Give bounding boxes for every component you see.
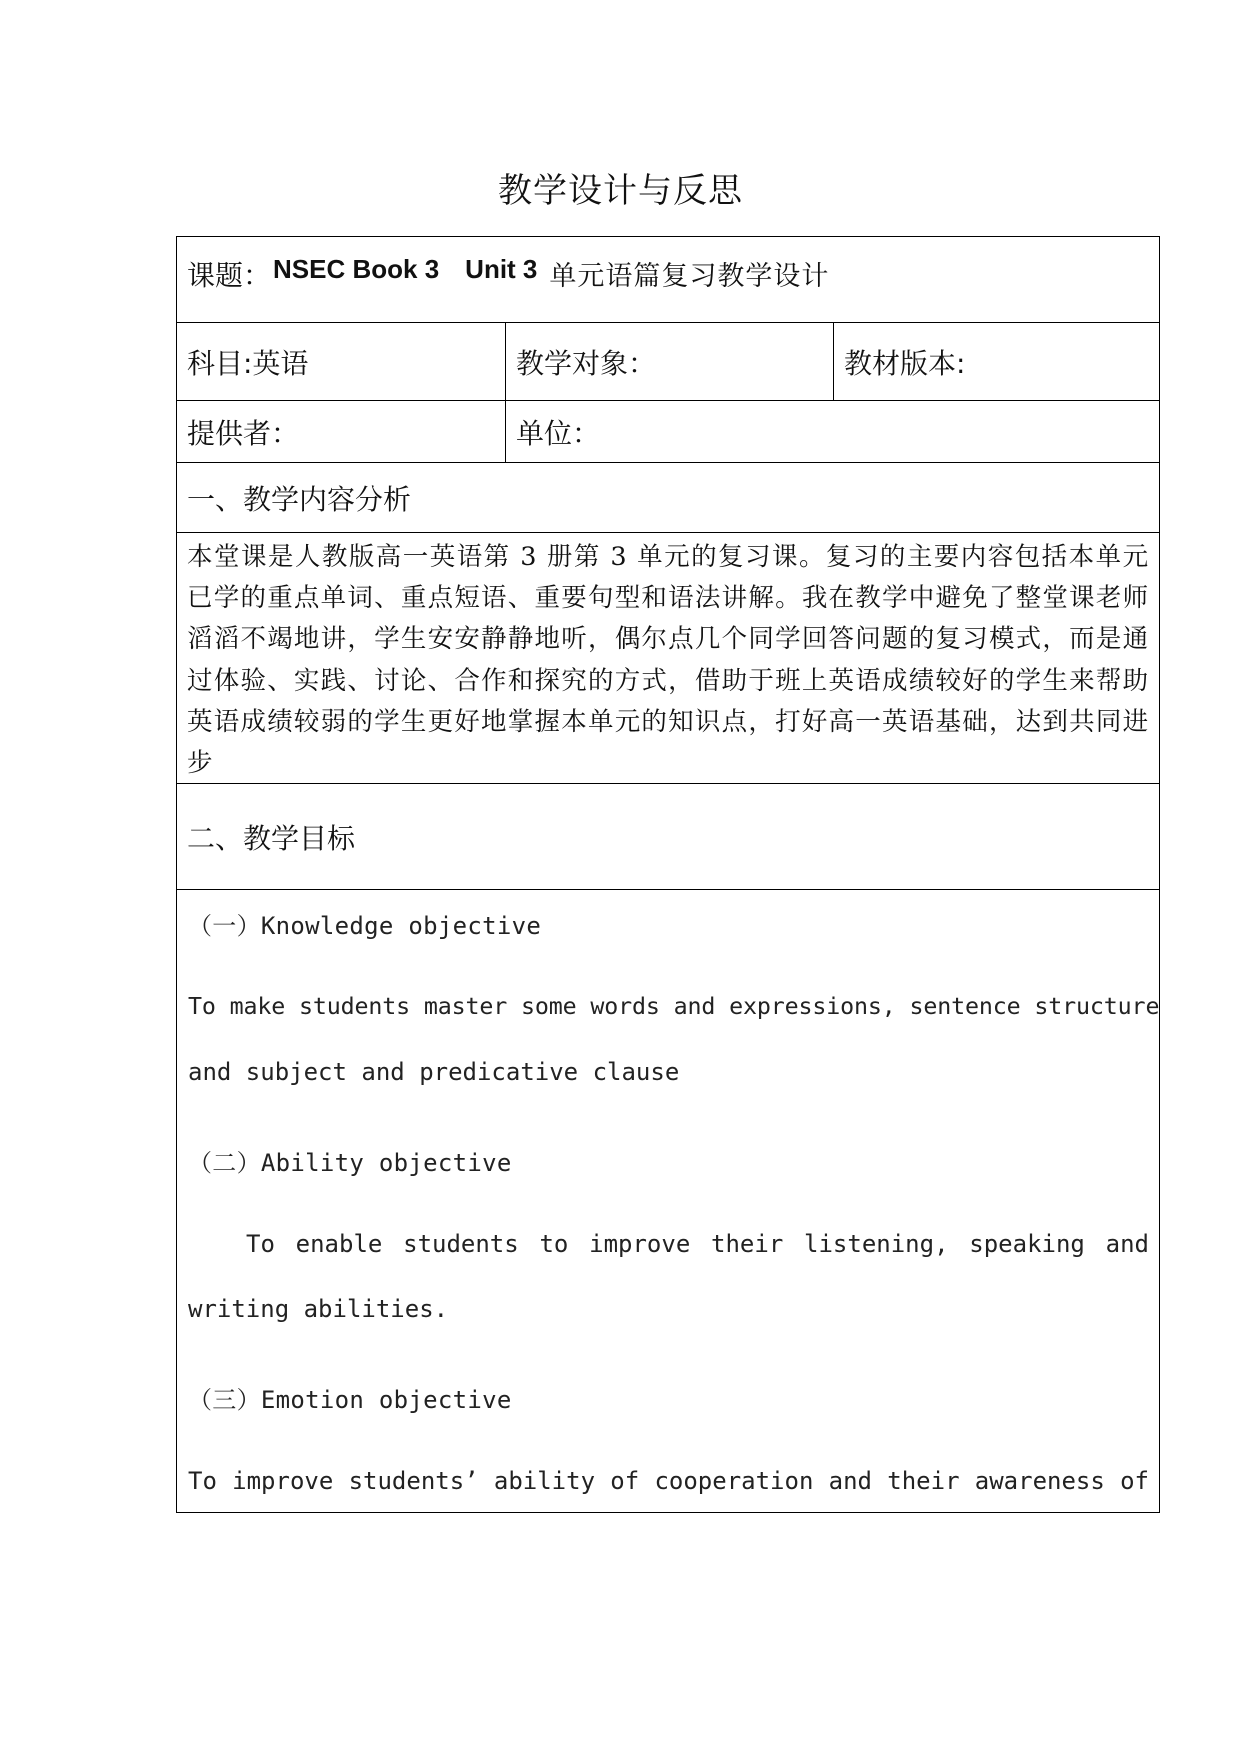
content-analysis-body-cell	[177, 533, 1159, 783]
provider-cell: 提供者：	[187, 416, 300, 450]
content-analysis-body-row	[177, 533, 1159, 784]
topic-book: NSEC Book 3	[273, 254, 440, 284]
teaching-objectives-body-cell	[177, 890, 1159, 1512]
emotion-objective-heading: （三）Emotion objective	[188, 1386, 512, 1414]
ability-objective-line-1: To enable students to improve their listening, speaking and	[246, 1230, 1149, 1258]
knowledge-objective-heading: （一）Knowledge objective	[188, 912, 542, 940]
teaching-objectives-heading-row	[177, 784, 1159, 890]
topic-row	[177, 237, 1159, 323]
topic-label: 课题：	[187, 259, 272, 292]
edition-cell: 教材版本:	[833, 323, 1159, 400]
topic-name: 单元语篇复习教学设计	[549, 261, 830, 292]
content-analysis-heading-row	[177, 463, 1159, 533]
topic-unit: Unit 3	[465, 254, 538, 284]
content-analysis-text: 本堂课是人教版高一英语第 3 册第 3 单元的复习课。复习的主要内容包括本单元已学的重点单词、重点短语、重要句型和语法讲解。我在教学中避免了整堂课老师滔滔不竭地讲，学生安安静静地听，偶尔点几个同学回答问题的复习模式，而是通过体验、实践、讨论、合作和探究的方式，借助于班上英语成绩较好的学生来帮助英语成绩较弱的学生更好地掌握本单元的知识点，打好高一英语基础，达到共同进步	[187, 542, 1149, 779]
teaching-objectives-body-row	[177, 890, 1159, 1512]
lesson-plan-table	[176, 236, 1160, 1513]
subject-cell: 科目:英语	[187, 346, 309, 380]
topic-cell	[177, 237, 1159, 322]
meta-row-1	[177, 323, 1159, 401]
document-title: 教学设计与反思	[498, 171, 743, 211]
audience-cell: 教学对象：	[505, 323, 833, 400]
teaching-objectives-heading: 二、教学目标	[187, 821, 356, 855]
knowledge-objective-line-2: and subject and predicative clause	[188, 1058, 680, 1086]
unit-cell: 单位：	[505, 401, 1159, 462]
topic-course	[273, 254, 537, 285]
knowledge-objective-line-1: To make students master some words and expressions, sentence structure	[188, 993, 1160, 1020]
ability-objective-heading: （二）Ability objective	[188, 1149, 512, 1177]
emotion-objective-line-1: To improve students’ ability of cooperation and their awareness of	[188, 1467, 1149, 1495]
ability-objective-line-2: writing abilities.	[188, 1295, 449, 1323]
content-analysis-heading: 一、教学内容分析	[187, 482, 412, 516]
meta-row-2	[177, 401, 1159, 463]
